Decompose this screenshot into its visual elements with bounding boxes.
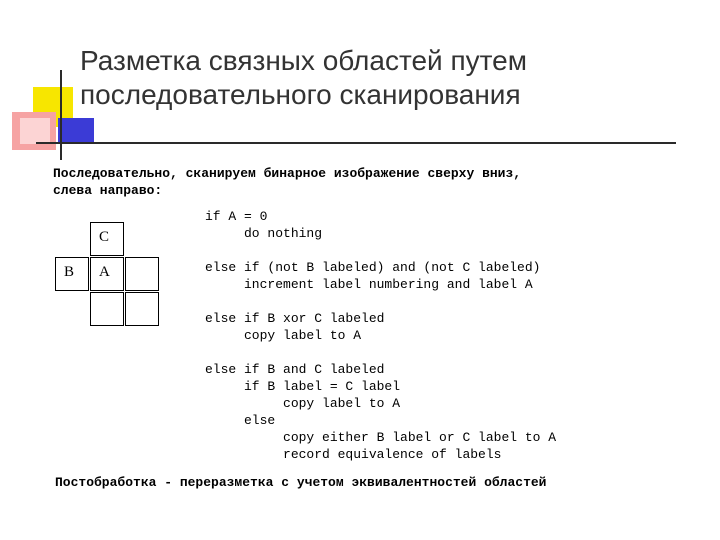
footer-text: Постобработка - переразметка с учетом эквивалентностей областей bbox=[55, 475, 547, 490]
pseudocode-line: record equivalence of labels bbox=[205, 447, 502, 462]
pseudocode-line: else if (not B labeled) and (not C labeled) bbox=[205, 260, 541, 275]
pseudocode-line bbox=[205, 242, 556, 259]
decor-blue-square bbox=[58, 118, 94, 142]
decor-pink-inner-square bbox=[20, 118, 50, 144]
grid-cell-empty bbox=[90, 292, 124, 326]
pseudocode-line: copy label to A bbox=[205, 328, 362, 343]
pseudocode-line: else if B and C labeled bbox=[205, 362, 385, 377]
pseudocode-line bbox=[205, 293, 556, 310]
intro-text bbox=[53, 165, 521, 199]
pseudocode-line: else if B xor C labeled bbox=[205, 311, 385, 326]
grid-cell-c bbox=[90, 222, 124, 256]
grid-cell-empty bbox=[125, 292, 159, 326]
grid-label-b: B bbox=[64, 264, 75, 280]
pseudocode-line: copy either B label or C label to A bbox=[205, 430, 557, 445]
grid-label-a: A bbox=[99, 264, 110, 280]
pseudocode-line: do nothing bbox=[205, 226, 323, 241]
pseudocode-line: copy label to A bbox=[205, 396, 401, 411]
intro-line-1: Последовательно, сканируем бинарное изображение сверху вниз, bbox=[53, 166, 522, 181]
slide-title bbox=[80, 44, 700, 112]
grid-cell-empty bbox=[125, 257, 159, 291]
title-line-1: Разметка связных областей путем bbox=[80, 45, 527, 76]
pseudocode-block bbox=[205, 208, 556, 463]
pseudocode-line: increment label numbering and label A bbox=[205, 277, 533, 292]
grid-label-c: C bbox=[99, 229, 110, 245]
intro-line-2: слева направо: bbox=[53, 183, 163, 198]
pseudocode-line: if A = 0 bbox=[205, 209, 268, 224]
decor-horizontal-line bbox=[36, 142, 676, 144]
pseudocode-line: if B label = C label bbox=[205, 379, 401, 394]
grid-cell-a bbox=[90, 257, 124, 291]
pseudocode-line bbox=[205, 344, 556, 361]
grid-cell-b bbox=[55, 257, 89, 291]
decor-vertical-line bbox=[60, 70, 62, 160]
pseudocode-line: else bbox=[205, 413, 276, 428]
title-line-2: последовательного сканирования bbox=[80, 79, 521, 110]
